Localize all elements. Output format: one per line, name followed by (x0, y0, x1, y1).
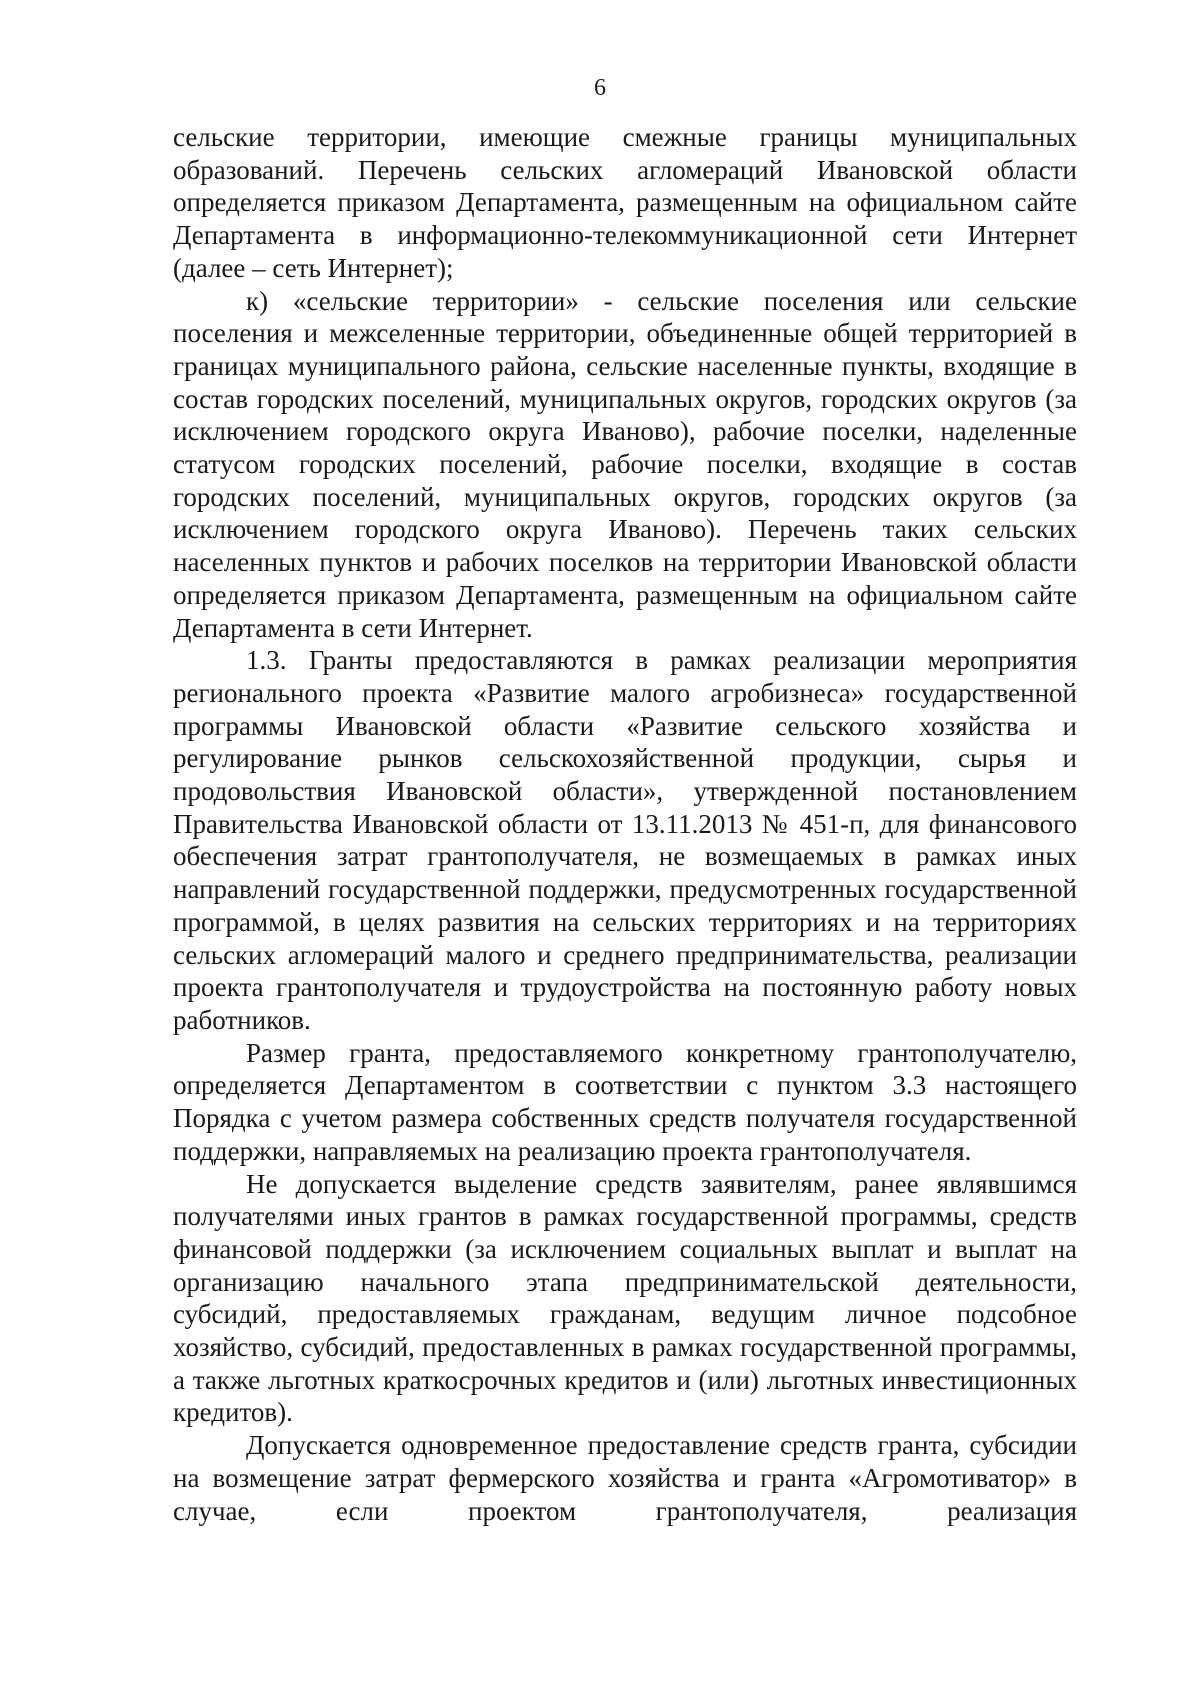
paragraph-not-allowed: Не допускается выделение средств заявителям, ранее являвшимся получателями иных грантов в рамках государственной программы, средств финансовой поддержки (за исключением социальных выплат и выплат на организацию начального этапа предпринимательской деятельности, субсидий, предоставляемых гражданам, ведущим личное подсобное хозяйство, субсидий, предоставленных в рамках государственной программы, а также льготных краткосрочных кредитов и (или) льготных инвестиционных кредитов). (173, 1168, 1077, 1428)
paragraph-allowed-simultaneous: Допускается одновременное предоставление средств гранта, субсидии на возмещение затрат фермерского хозяйства и гранта «Агромотиватор» в случае, если проектом грантополучателя, реализация (173, 1430, 1077, 1526)
paragraph-grant-size: Размер гранта, предоставляемого конкретному грантополучателю, определяется Департаментом в соответствии с пунктом 3.3 настоящего Порядка с учетом размера собственных средств получателя государственной поддержки, направляемых на реализацию проекта грантополучателя. (173, 1037, 1077, 1166)
paragraph-rural-agglomerations-continued: сельские территории, имеющие смежные границы муниципальных образований. Перечень сельских агломераций Ивановской области определяется приказом Департамента, размещенным на официальном сайте Департамента в информационно-телекоммуникационной сети Интернет (далее – сеть Интернет); (173, 122, 1077, 283)
page-number: 6 (594, 75, 606, 101)
paragraph-1-3-grants: 1.3. Гранты предоставляются в рамках реализации мероприятия регионального проекта «Развитие малого агробизнеса» государственной программы Ивановской области «Развитие сельского хозяйства и регулирование рынков сельскохозяйственной продукции, сырья и продовольствия Ивановской области», утвержденной постановлением Правительства Ивановской области от 13.11.2013 № 451-п, для финансового обеспечения затрат грантополучателя, не возмещаемых в рамках иных направлений государственной поддержки, предусмотренных государственной программой, в целях развития на сельских территориях и на территориях сельских агломераций малого и среднего предпринимательства, реализации проекта грантополучателя и трудоустройства на постоянную работу новых работников. (173, 645, 1077, 1035)
document-body (173, 121, 1077, 1527)
paragraph-k-rural-territories: к) «сельские территории» - сельские поселения или сельские поселения и межселенные территории, объединенные общей территорией в границах муниципального района, сельские населенные пункты, входящие в состав городских поселений, муниципальных округов, городских округов (за исключением городского округа Иваново), рабочие поселки, наделенные статусом городских поселений, рабочие поселки, входящие в состав городских поселений, муниципальных округов, городских округов (за исключением городского округа Иваново). Перечень таких сельских населенных пунктов и рабочих поселков на территории Ивановской области определяется приказом Департамента, размещенным на официальном сайте Департамента в сети Интернет. (173, 285, 1077, 643)
